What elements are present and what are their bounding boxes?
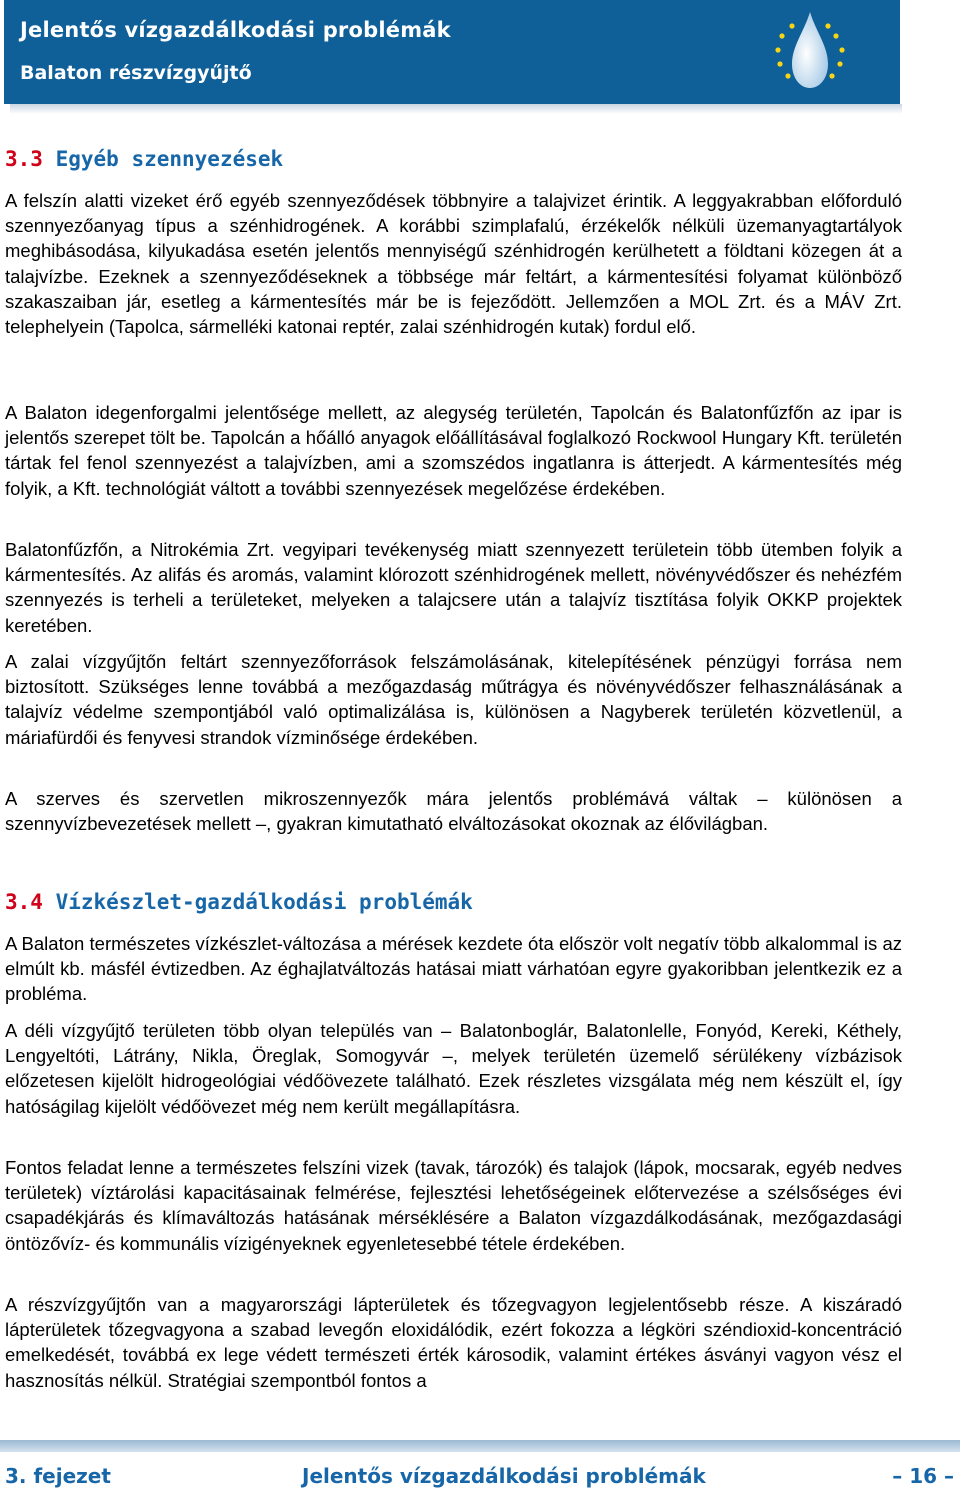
paragraph: Fontos feladat lenne a természetes felszíni vizek (tavak, tározók) és talajok (lápok, mocsarak, egyéb nedves területek) víztárolási kapacitásainak felmérése, fejlesztési lehetőségeinek előtervezése a szélsőséges évi csapadékjárás és klímaváltozás hatásának mérséklésére a Balaton vízgazdálkodásának, mezőgazdasági öntözővíz- és kommunális vízigényeknek egyenletesebbé tétele érdekében.: [5, 1157, 902, 1254]
section-title: Vízkészlet-gazdálkodási problémák: [55, 890, 473, 914]
paragraph: Balatonfűzfőn, a Nitrokémia Zrt. vegyipari tevékenység miatt szennyezett területein több ütemben folyik a kármentesítés. Az alifás és aromás, valamint klórozott szénhidrogének mellett, növényvédőszer és nehézfém szennyezés is terheli a területeket, melyeken a talajcsere után a talajvíz tisztítása folyik OKKP projektek keretében.: [5, 539, 902, 636]
section-title: Egyéb szennyezések: [55, 147, 284, 171]
header-subtitle: Balaton részvízgyűjtő: [20, 62, 252, 84]
footer-chapter: 3. fejezet: [5, 1464, 111, 1488]
header-shadow: [10, 104, 902, 114]
footer-divider: [0, 1440, 960, 1452]
section-heading-3-3: [5, 147, 283, 171]
paragraph: A Balaton idegenforgalmi jelentősége mellett, az alegység területén, Tapolcán és Balatonfűzfőn az ipar is jelentős szerepet tölt be. Tapolcán a hőálló anyagok előállításával foglalkozó Rockwool Hungary Kft. területén tártak fel fenol szennyezést a talajvízben, ami a szomszédos ingatlanra is átterjedt. A kármentesítés még folyik, a Kft. technológiát váltott a további szennyezések megelőzése érdekében.: [5, 402, 902, 499]
section-number: 3.4: [5, 890, 43, 914]
header-banner: [4, 0, 900, 104]
section-heading-3-4: [5, 890, 473, 914]
header-title: Jelentős vízgazdálkodási problémák: [20, 18, 451, 42]
paragraph: A Balaton természetes vízkészlet-változása a mérések kezdete óta először volt negatív több alkalommal is az elmúlt kb. másfél évtizedben. Az éghajlatváltozás hatásai miatt várhatóan egyre gyakoribban jelentkezik ez a probléma.: [5, 933, 902, 1005]
paragraph: A felszín alatti vizeket érő egyéb szennyeződések többnyire a talajvizet érintik. A leggyakrabban előforduló szennyezőanyag típus a szénhidrogének. A korábbi szimplafalú, érzékelők nélküli üzemanyagtartályok meghibásodása, kilyukadása esetén jelentős mennyiségű szénhidrogén kerülhetett a földtani közegen át a talajvízbe. Ezeknek a szennyeződéseknek a többsége már feltárt, a kármentesítési folyamat különböző szakaszaiban jár, esetleg a kármentesítés már be is fejeződött. Jellemzően a MOL Zrt. és a MÁV Zrt. telephelyein (Tapolca, sármelléki katonai reptér, zalai szénhidrogén kutak) fordul elő.: [5, 190, 902, 338]
section-number: 3.3: [5, 147, 43, 171]
page-number: – 16 –: [892, 1464, 954, 1488]
eu-water-drop-logo-icon: [764, 6, 854, 98]
paragraph: A szerves és szervetlen mikroszennyezők mára jelentős problémává váltak – különösen a szennyvízbevezetések mellett –, gyakran kimutatható elváltozásokat okoznak az élővilágban.: [5, 788, 902, 835]
footer-title: Jelentős vízgazdálkodási problémák: [302, 1464, 706, 1488]
paragraph: A zalai vízgyűjtőn feltárt szennyezőforrások felszámolásának, kitelepítésének pénzügyi forrása nem biztosított. Szükséges lenne továbbá a mezőgazdaság műtrágya és növényvédőszer felhasználásának a talajvíz védelme szempontjából való optimalizálása is, különösen a Nagyberek területén közvetlenül, a máriafürdői és fenyvesi strandok vízminősége érdekében.: [5, 651, 902, 748]
paragraph: A részvízgyűjtőn van a magyarországi lápterületek és tőzegvagyon legjelentősebb része. A kiszáradó lápterületek tőzegvagyona a szabad levegőn eloxidálódik, ezért fokozza a légköri széndioxid-koncentráció emelkedését, továbbá ex lege védett természeti érték károsodik, valamint értékes ásványi vagyon vész el hasznosítás nélkül. Stratégiai szempontból fontos a: [5, 1294, 902, 1391]
paragraph: A déli vízgyűjtő területen több olyan település van – Balatonboglár, Balatonlelle, Fonyód, Kereki, Kéthely, Lengyeltóti, Látrány, Nikla, Öreglak, Somogyvár –, melyek területén üzemelő sérülékeny vízbázisok előzetesen kijelölt hidrogeológiai védőövezete található. Ezek részletes vizsgálata még nem készült el, így hatóságilag kijelölt védőövezet még nem került megállapításra.: [5, 1020, 902, 1117]
